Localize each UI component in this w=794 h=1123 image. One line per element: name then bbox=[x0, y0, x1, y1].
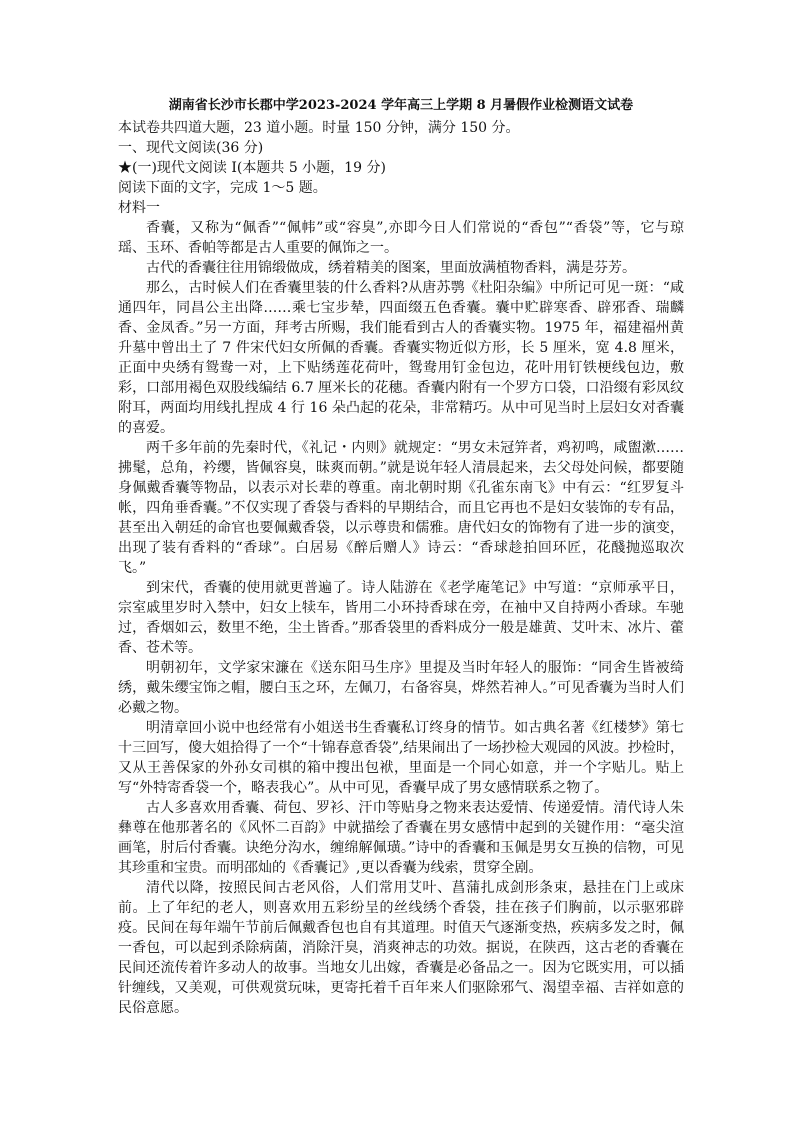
section-heading: 一、现代文阅读(36 分) bbox=[118, 140, 264, 156]
paragraph: 到宋代，香囊的使用就更普遍了。诗人陆游在《老学庵笔记》中写道：“京师承平日，宗室戚里岁时入禁中，妇女上犊车，皆用二小环持香球在旁，在袖中又自持两小香球。车驰过，香烟如云，数里不绝，尘土皆香。”那香袋里的香料成分一般是雄黄、艾叶末、冰片、藿香、苍术等。 bbox=[118, 580, 684, 656]
reading-instruction: 阅读下面的文字，完成 1～5 题。 bbox=[118, 180, 327, 196]
paragraph: 清代以降，按照民间古老风俗，人们常用艾叶、菖蒲扎成剑形条束，悬挂在门上或床前。上了年纪的老人，则喜欢用五彩纷呈的丝线绣个香袋，挂在孩子们胸前，以示驱邪辟疫。民间在每年端午节前后佩戴香包也自有其道理。时值天气逐渐变热，疾病多发之时，佩一香包，可以起到杀除病菌，消除汗臭，消爽神志的功效。据说，在陕西，这古老的香囊在民间还流传着许多动人的故事。当地女儿出嫁，香囊是必备品之一。因为它既实用，可以插针缠线，又美观，可供观赏玩味，更寄托着千百年来人们驱除邪气、渴望幸福、吉祥如意的民俗意愿。 bbox=[118, 880, 684, 1016]
exam-page bbox=[118, 96, 684, 1018]
paragraph: 古人多喜欢用香囊、荷包、罗衫、汗巾等贴身之物来表达爱情、传递爱情。清代诗人朱彝尊在他那著名的《风怀二百韵》中就描绘了香囊在男女感情中起到的关键作用：“毫尖渲画笔，肘后付香囊。诀绝分沟水，缠绵解佩璜。”诗中的香囊和玉佩是男女互换的信物，可见其珍重和宝贵。而明邵灿的《香囊记》,更以香囊为线索，贯穿全剧。 bbox=[118, 800, 684, 876]
paragraph: 香囊，又称为“佩香”“佩帏”或“容臭”,亦即今日人们常说的“香包”“香袋”等，它与琼瑶、玉环、香帕等都是古人重要的佩饰之一。 bbox=[118, 220, 684, 256]
paragraph: 那么，古时候人们在香囊里装的什么香料?从唐苏鹗《杜阳杂编》中所记可见一斑：“咸通四年，同昌公主出降……乘七宝步辇，四面缀五色香囊。囊中贮辟寒香、辟邪香、瑞麟香、金凤香。”另一方面，拜考古所赐，我们能看到古人的香囊实物。1975 年，福建福州黄升墓中曾出土了 7 件宋代妇女所佩的香囊。香囊实物近似方形，长 5 厘米，宽 4.8 厘米，正面中央绣有鸳鸯一对，上下贴绣莲花荷叶，鸳鸯用钉金包边，花叶用钉铁梗线包边，敷彩，口部用褐色双股线编结 6.7 厘米长的花穗。香囊内附有一个罗方口袋，口沿缀有彩凤纹附耳，两面均用线扎捏成 4 行 16 朵凸起的花朵，非常精巧。从中可见当时上层妇女对香囊的喜爱。 bbox=[118, 280, 684, 436]
paragraph: 古代的香囊往往用锦缎做成，绣着精美的图案，里面放满植物香料，满是芬芳。 bbox=[146, 260, 636, 276]
exam-title: 湖南省长沙市长郡中学2023-2024 学年高三上学期 8 月暑假作业检测语文试卷 bbox=[168, 98, 634, 113]
paragraph: 明清章回小说中也经常有小姐送书生香囊私订终身的情节。如古典名著《红楼梦》第七十三回写，傻大姐拾得了一个“十锦春意香袋”,结果闹出了一场抄检大观园的风波。抄检时，又从王善保家的外孙女司棋的箱中搜出包袱，里面是一个同心如意，并一个字贴儿。贴上写“外特寄香袋一个，略表我心”。从中可见，香囊早成了男女感情联系之物了。 bbox=[118, 720, 684, 796]
material-label: 材料一 bbox=[118, 200, 160, 216]
paragraph: 两千多年前的先秦时代，《礼记・内则》就规定：“男女未冠笄者，鸡初鸣，咸盥漱……拂髦，总角，衿缨，皆佩容臭，昧爽而朝。”就是说年轻人清晨起来，去父母处问候，都要随身佩戴香囊等物品，以表示对长辈的尊重。南北朝时期《孔雀东南飞》中有云：“红罗复斗帐，四角垂香囊。”不仅实现了香袋与香料的早期结合，而且它再也不是妇女装饰的专有品，甚至出入朝廷的命官也要佩戴香袋，以示尊贵和儒雅。唐代妇女的饰物有了进一步的演变，出现了装有香料的“香球”。白居易《醉后赠人》诗云：“香球趁拍回环匠，花醆抛巡取次飞。” bbox=[118, 440, 684, 576]
subsection-heading: ★(一)现代文阅读 I(本题共 5 小题，19 分) bbox=[118, 160, 386, 176]
paragraph: 明朝初年，文学家宋濂在《送东阳马生序》里提及当时年轻人的服饰：“同舍生皆被绮绣，戴朱缨宝饰之帽，腰白玉之环，左佩刀，右备容臭，烨然若神人。”可见香囊为当时人们必戴之物。 bbox=[118, 660, 684, 716]
exam-intro: 本试卷共四道大题，23 道小题。时量 150 分钟，满分 150 分。 bbox=[118, 120, 520, 136]
